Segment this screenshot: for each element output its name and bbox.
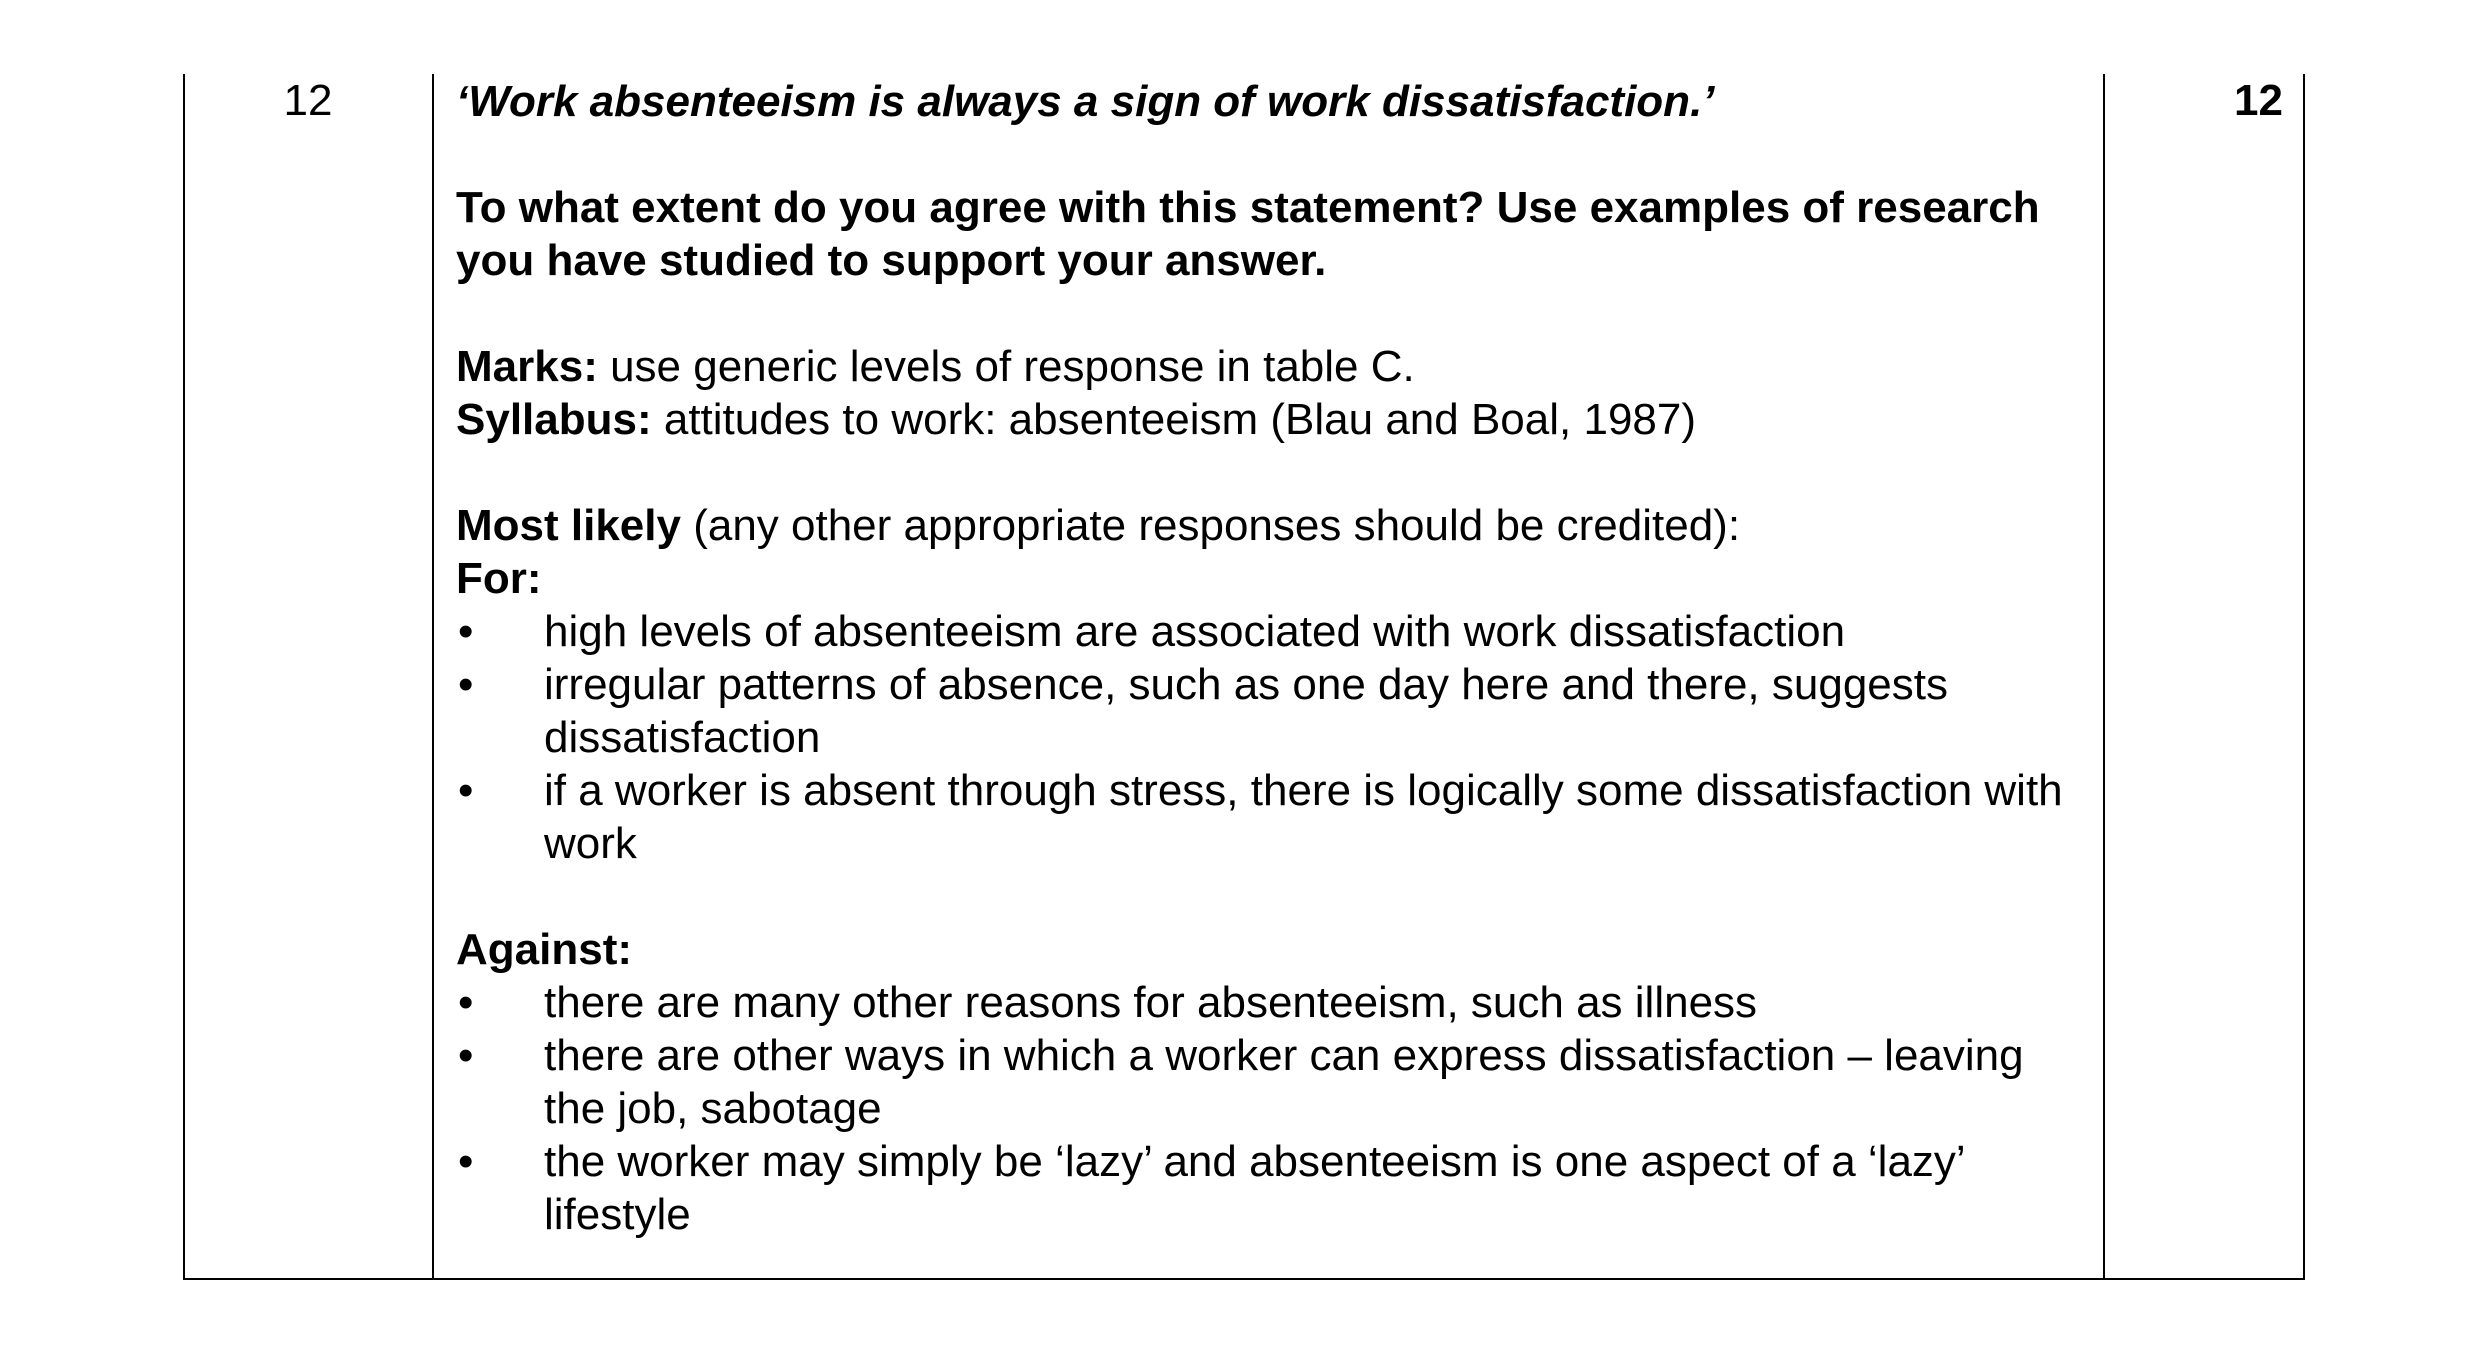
marks-line (456, 340, 2096, 393)
syllabus-line (456, 393, 2096, 446)
list-item: • high levels of absenteeism are associated with work dissatisfaction (458, 607, 1846, 656)
bullet-icon: • (458, 978, 474, 1027)
question-number: 12 (283, 76, 333, 125)
answer-content (456, 75, 2096, 1241)
for-list (456, 605, 2096, 870)
marks-text: use generic levels of response in table C. (597, 342, 1415, 391)
question-prompt: To what extent do you agree with this statement? Use examples of research you have studied to support your answer. (456, 183, 2040, 285)
marks-label: Marks: (456, 342, 598, 391)
list-item: • there are many other reasons for absenteeism, such as illness (458, 978, 1758, 1027)
against-list (456, 976, 2096, 1241)
most-likely-line (456, 499, 2096, 552)
list-item: • the worker may simply be ‘lazy’ and absenteeism is one aspect of a ‘lazy’ lifestyle (458, 1137, 1965, 1239)
most-likely-text: (any other appropriate responses should be credited): (680, 501, 1741, 550)
against-heading: Against: (456, 925, 632, 974)
list-item: • if a worker is absent through stress, there is logically some dissatisfaction with work (458, 766, 2063, 868)
syllabus-label: Syllabus: (456, 395, 652, 444)
list-item: • there are other ways in which a worker can express dissatisfaction – leaving the job, sabotage (458, 1031, 2024, 1133)
bullet-icon: • (458, 660, 474, 709)
question-quote: ‘Work absenteeism is always a sign of work dissatisfaction.’ (456, 77, 1715, 126)
question-marks: 12 (2234, 76, 2283, 125)
bullet-icon: • (458, 1137, 474, 1186)
syllabus-text: attitudes to work: absenteeism (Blau and Boal, 1987) (651, 395, 1697, 444)
most-likely-label: Most likely (456, 501, 681, 550)
table-divider-marks (2103, 74, 2105, 1280)
table-border-bottom (183, 1278, 2305, 1280)
bullet-icon: • (458, 766, 474, 815)
table-border-right (2303, 74, 2305, 1280)
table-border-left (183, 74, 185, 1280)
bullet-icon: • (458, 607, 474, 656)
bullet-icon: • (458, 1031, 474, 1080)
list-item: • irregular patterns of absence, such as one day here and there, suggests dissatisfaction (458, 660, 1948, 762)
for-heading: For: (456, 554, 542, 603)
table-divider-question (432, 74, 434, 1280)
